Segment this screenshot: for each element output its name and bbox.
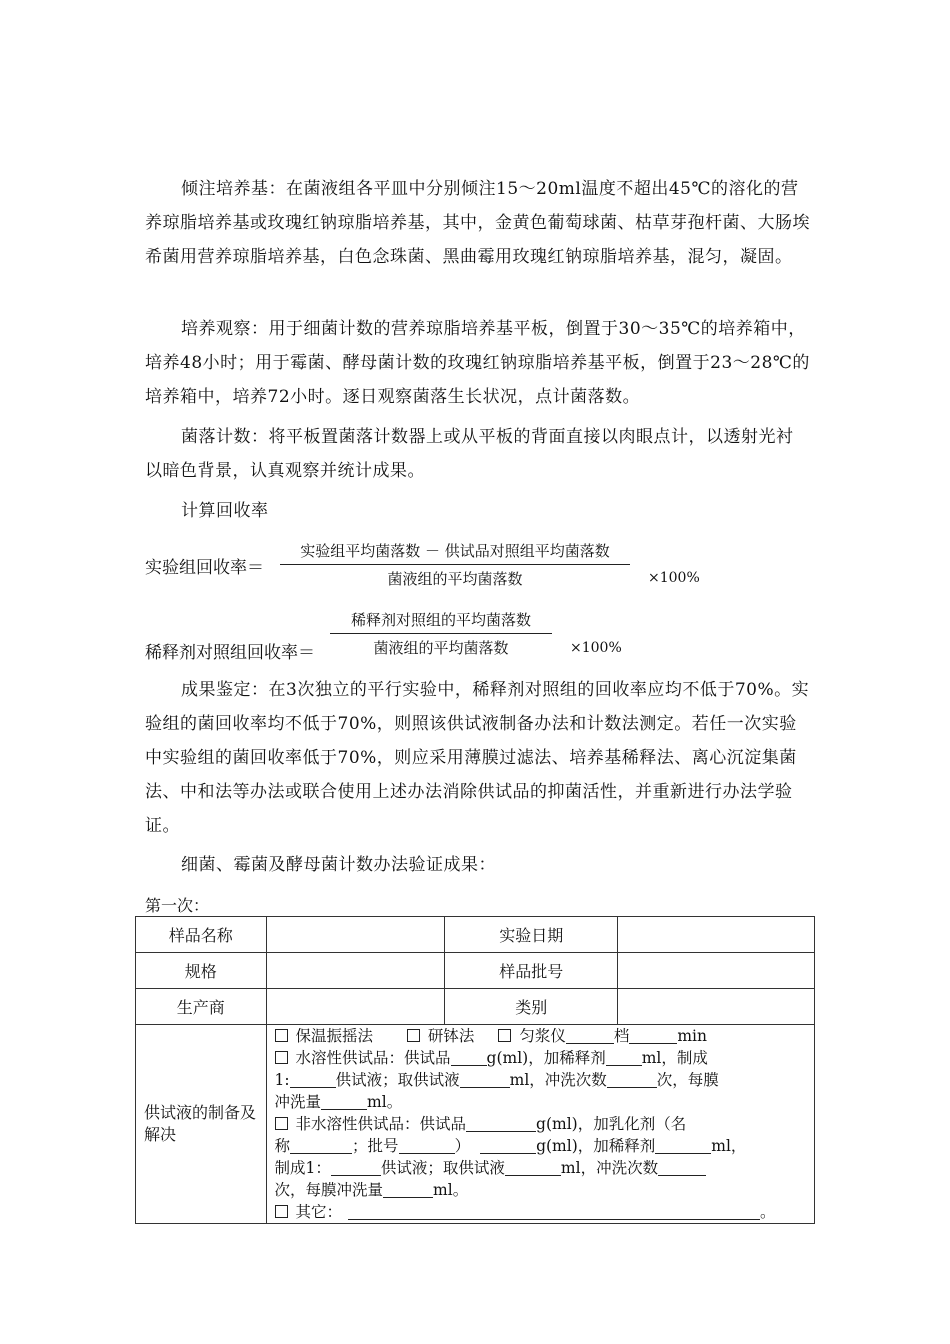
blank-ws-rinse-volume[interactable] [321,1094,367,1110]
paragraph-colony-count: 菌落计数：将平板置菌落计数器上或从平板的背面直接以肉眼点计，以透射光衬以暗色背景，认真观察并统计成果。 [145,427,794,481]
ws-text4: 冲洗量 [274,1093,322,1111]
paragraph-result-judgement: 成果鉴定：在3次独立的平行实验中，稀释剂对照组的回收率应均不低于70%。实验组的菌回收率均不低于70%，则照该供试液制备办法和计数法测定。若任一次实验中实验组的菌回收率低于70%，则应采用薄膜过滤法、培养基稀释法、离心沉淀集菌法、中和法等办法或联合使用上述办法消除供试品的抑菌活性，并重新进行办法学验证。 [145,680,810,836]
ws-ratio: 1: [274,1071,290,1089]
ws-text5: ml。 [367,1093,403,1111]
ws-text1: 供试液；取供试液 [335,1071,460,1089]
blank-ws-diluent[interactable] [606,1050,642,1066]
formula1-numerator: 实验组平均菌落数 － 供试品对照组平均菌落数 [280,540,630,565]
paragraph-pour-medium: 倾注培养基：在菌液组各平皿中分别倾注15～20ml温度不超出45℃的溶化的营养琼脂培养基或玫瑰红钠琼脂培养基，其中，金黄色葡萄球菌、枯草芽孢杆菌、大肠埃希菌用营养琼脂培养基，白色念珠菌、黑曲霉用玫瑰红钠琼脂培养基，混匀，凝固。 [145,179,810,267]
blank-nws-emulsifier-name[interactable] [290,1138,352,1154]
field-category[interactable] [618,989,815,1025]
ws-text3: 次，每膜 [656,1071,719,1089]
table-row [136,953,815,989]
label-spec: 规格 [136,953,267,989]
blank-nws-ratio[interactable] [331,1160,381,1176]
nws-text4: ） [454,1137,471,1155]
heading-calc-recovery: 计算回收率 [181,501,269,521]
field-batch-no[interactable] [618,953,815,989]
blank-nws-diluent[interactable] [655,1138,711,1154]
nws-text5: g(ml)，加稀释剂 [536,1137,656,1155]
nws-text1: g(ml)，加乳化剂（名 [536,1115,687,1133]
prep-line-non-water-soluble-2 [275,1135,806,1157]
table-row [136,989,815,1025]
paragraph-culture-observation: 培养观察：用于细菌计数的营养琼脂培养基平板，倒置于30～35℃的培养箱中，培养48小时；用于霉菌、酵母菌计数的玫瑰红钠琼脂培养基平板，倒置于23～28℃的培养箱中，培养72小时。逐日观察菌落生长状况，点计菌落数。 [145,319,810,407]
option-shake-label: 保温振摇法 [295,1027,374,1045]
label-batch-no: 样品批号 [445,953,618,989]
ws-text2: ml，冲洗次数 [509,1071,607,1089]
formula1-denominator: 菌液组的平均菌落数 [387,570,523,588]
prep-line-non-water-soluble [275,1113,806,1135]
formula2-denominator: 菌液组的平均菌落数 [373,639,509,657]
other-end: 。 [760,1203,776,1221]
blank-nws-batch[interactable] [399,1138,455,1154]
prep-line-water-soluble-3 [275,1091,806,1113]
field-spec[interactable] [266,953,445,989]
blank-nws-rinse-volume[interactable] [383,1182,433,1198]
nws-text3: ；批号 [352,1137,399,1155]
blank-ws-rinse-times[interactable] [607,1072,657,1088]
option-grind-label: 研钵法 [427,1027,475,1045]
prep-line-water-soluble-2 [275,1069,806,1091]
formula1-multiplier: ×100% [648,570,700,586]
preparation-details [266,1025,814,1224]
checkbox-homogenizer[interactable] [498,1029,511,1042]
min-unit: min [677,1027,707,1045]
nws-text6: ml， [711,1137,747,1155]
field-sample-name[interactable] [266,917,445,953]
blank-nws-emulsifier-amount[interactable] [480,1138,536,1154]
nws-text2: 称 [274,1137,291,1155]
prep-line-non-water-soluble-3 [275,1157,806,1179]
blank-other[interactable] [348,1204,760,1220]
checkbox-water-soluble[interactable] [275,1051,288,1064]
checkbox-other[interactable] [275,1205,288,1218]
validation-form-table [135,916,815,1224]
prep-line-methods [275,1025,806,1047]
table-row [136,917,815,953]
field-test-date[interactable] [618,917,815,953]
formula2-label: 稀释剂对照组回收率＝ [145,643,315,663]
label-category: 类别 [445,989,618,1025]
ws-unit2: ml，制成 [641,1049,708,1067]
checkbox-non-water-soluble[interactable] [275,1117,288,1130]
table-caption: 第一次： [145,896,210,915]
nws-text7: 制成1： [274,1159,331,1177]
label-manufacturer: 生产商 [136,989,267,1025]
formula1-fraction [280,540,630,589]
nws-text8: 供试液；取供试液 [380,1159,505,1177]
nws-text11: ml。 [433,1181,469,1199]
blank-nws-rinse-times[interactable] [658,1160,706,1176]
nws-text10: 次，每膜冲洗量 [274,1181,384,1199]
formula2-numerator: 稀释剂对照组的平均菌落数 [330,609,552,634]
label-sample-name: 样品名称 [136,917,267,953]
nws-lead: 非水溶性供试品：供试品 [295,1115,467,1133]
formula2-fraction [330,609,552,658]
prep-line-non-water-soluble-4 [275,1179,806,1201]
gear-unit: 档 [613,1027,630,1045]
label-test-date: 实验日期 [445,917,618,953]
checkbox-shake-method[interactable] [275,1029,288,1042]
option-homogenizer-label: 匀浆仪 [519,1027,566,1045]
heading-validation-results: 细菌、霉菌及酵母菌计数办法验证成果： [181,855,496,875]
formula2-multiplier: ×100% [570,640,622,656]
checkbox-grind-method[interactable] [407,1029,420,1042]
label-preparation: 供试液的制备及解决 [136,1025,267,1224]
ws-unit1: g(ml)，加稀释剂 [486,1049,606,1067]
prep-line-water-soluble [275,1047,806,1069]
blank-gear[interactable] [566,1028,614,1044]
other-lead: 其它： [295,1203,343,1221]
prep-line-other [275,1201,806,1223]
blank-nws-take[interactable] [505,1160,561,1176]
blank-nws-amount[interactable] [466,1116,536,1132]
blank-ws-ratio[interactable] [290,1072,336,1088]
blank-ws-take[interactable] [460,1072,510,1088]
nws-text9: ml，冲洗次数 [560,1159,659,1177]
formula1-label: 实验组回收率＝ [145,558,264,578]
blank-ws-amount[interactable] [451,1050,487,1066]
water-soluble-lead: 水溶性供试品：供试品 [295,1049,451,1067]
table-row-preparation [136,1025,815,1224]
blank-minutes[interactable] [629,1028,677,1044]
field-manufacturer[interactable] [266,989,445,1025]
